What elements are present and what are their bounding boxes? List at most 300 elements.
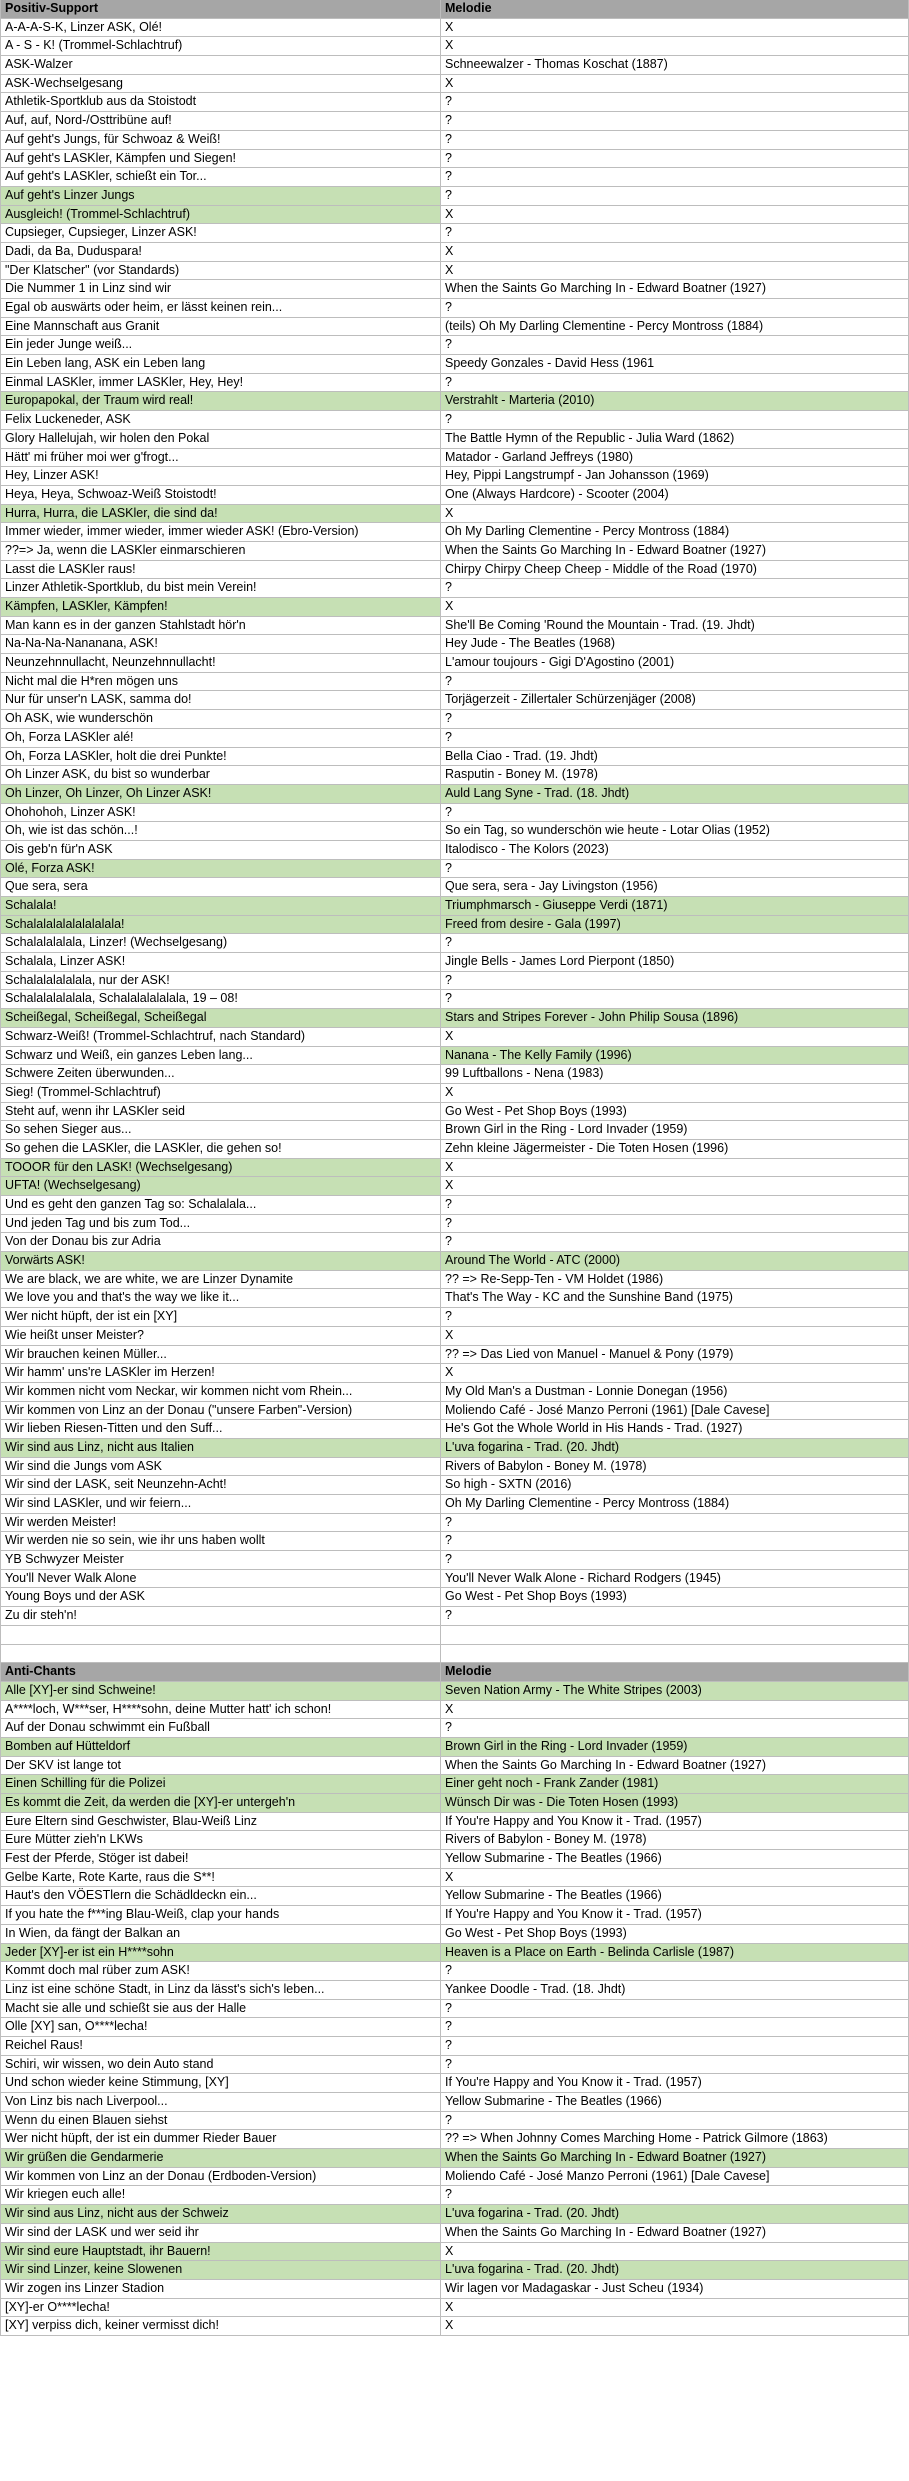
melody-cell: Heaven is a Place on Earth - Belinda Carlisle (1987)	[441, 1944, 909, 1962]
table-row	[0, 1252, 909, 1271]
melody-cell: Bella Ciao - Trad. (19. Jhdt)	[441, 748, 909, 766]
melody-cell: Go West - Pet Shop Boys (1993)	[441, 1925, 909, 1943]
table-row	[0, 243, 909, 262]
chant-cell: A****loch, W***ser, H****sohn, deine Mutter hatt' ich schon!	[0, 1701, 441, 1719]
melody-cell: Oh My Darling Clementine - Percy Montross (1884)	[441, 523, 909, 541]
table-row	[0, 1794, 909, 1813]
table-row	[0, 1850, 909, 1869]
melody-cell: Nanana - The Kelly Family (1996)	[441, 1047, 909, 1065]
chant-cell: A-A-A-S-K, Linzer ASK, Olé!	[0, 19, 441, 37]
table-row	[0, 2093, 909, 2112]
melody-cell: X	[441, 1327, 909, 1345]
melody-cell: L'uva fogarina - Trad. (20. Jhdt)	[441, 1439, 909, 1457]
melody-cell: ?	[441, 1308, 909, 1326]
table-row	[0, 19, 909, 38]
table-row	[0, 766, 909, 785]
table-row	[0, 1831, 909, 1850]
melody-cell: Torjägerzeit - Zillertaler Schürzenjäger (2008)	[441, 691, 909, 709]
chant-cell: We are black, we are white, we are Linzer Dynamite	[0, 1271, 441, 1289]
melody-cell: Around The World - ATC (2000)	[441, 1252, 909, 1270]
table-row	[0, 2224, 909, 2243]
chant-cell: Young Boys und der ASK	[0, 1588, 441, 1606]
chant-cell: Alle [XY]-er sind Schweine!	[0, 1682, 441, 1700]
chant-cell: Der SKV ist lange tot	[0, 1757, 441, 1775]
melody-cell: One (Always Hardcore) - Scooter (2004)	[441, 486, 909, 504]
melody-cell: ?	[441, 224, 909, 242]
melody-cell: Auld Lang Syne - Trad. (18. Jhdt)	[441, 785, 909, 803]
chant-cell: Egal ob auswärts oder heim, er lässt keinen rein...	[0, 299, 441, 317]
chant-cell: Europapokal, der Traum wird real!	[0, 392, 441, 410]
table-row	[0, 2018, 909, 2037]
melody-cell: ?	[441, 2112, 909, 2130]
table-row	[0, 1813, 909, 1832]
column-header-chant: Positiv-Support	[0, 0, 441, 18]
chant-cell: Olle [XY] san, O****lecha!	[0, 2018, 441, 2036]
table-row	[0, 1121, 909, 1140]
table-row	[0, 1682, 909, 1701]
table-row	[0, 449, 909, 468]
blank-cell	[0, 1645, 441, 1663]
chant-cell: Auf geht's Jungs, für Schwoaz & Weiß!	[0, 131, 441, 149]
table-row	[0, 37, 909, 56]
melody-cell: Chirpy Chirpy Cheep Cheep - Middle of the Road (1970)	[441, 561, 909, 579]
melody-cell: The Battle Hymn of the Republic - Julia Ward (1862)	[441, 430, 909, 448]
chant-cell: Auf der Donau schwimmt ein Fußball	[0, 1719, 441, 1737]
chant-cell: Ois geb'n für'n ASK	[0, 841, 441, 859]
melody-cell: Einer geht noch - Frank Zander (1981)	[441, 1775, 909, 1793]
melody-cell: X	[441, 206, 909, 224]
melody-cell: X	[441, 1701, 909, 1719]
table-row	[0, 168, 909, 187]
table-row	[0, 523, 909, 542]
chant-cell: Scheißegal, Scheißegal, Scheißegal	[0, 1009, 441, 1027]
chant-cell: Linz ist eine schöne Stadt, in Linz da lässt's sich's leben...	[0, 1981, 441, 1999]
melody-cell: Yellow Submarine - The Beatles (1966)	[441, 2093, 909, 2111]
blank-cell	[441, 1645, 909, 1663]
chant-cell: Wir lieben Riesen-Titten und den Suff...	[0, 1420, 441, 1438]
melody-cell: X	[441, 598, 909, 616]
chant-cell: Wir sind Linzer, keine Slowenen	[0, 2261, 441, 2279]
table-row	[0, 860, 909, 879]
chant-cell: Neunzehnnullacht, Neunzehnnullacht!	[0, 654, 441, 672]
table-row	[0, 1364, 909, 1383]
melody-cell: So high - SXTN (2016)	[441, 1476, 909, 1494]
chant-cell: Auf geht's LASKler, Kämpfen und Siegen!	[0, 150, 441, 168]
chant-cell: Schalala!	[0, 897, 441, 915]
melody-cell: X	[441, 2299, 909, 2317]
chant-cell: Heya, Heya, Schwoaz-Weiß Stoistodt!	[0, 486, 441, 504]
chant-cell: Eine Mannschaft aus Granit	[0, 318, 441, 336]
table-row	[0, 1738, 909, 1757]
melody-cell: Go West - Pet Shop Boys (1993)	[441, 1588, 909, 1606]
table-row	[0, 1551, 909, 1570]
table-row	[0, 1140, 909, 1159]
chant-cell: Wir sind aus Linz, nicht aus Italien	[0, 1439, 441, 1457]
melody-cell: Rasputin - Boney M. (1978)	[441, 766, 909, 784]
chant-cell: Oh, wie ist das schön...!	[0, 822, 441, 840]
table-row	[0, 579, 909, 598]
blank-cell	[0, 1626, 441, 1644]
table-row	[0, 2130, 909, 2149]
melody-cell: Jingle Bells - James Lord Pierpont (1850)	[441, 953, 909, 971]
melody-cell: My Old Man's a Dustman - Lonnie Donegan (1956)	[441, 1383, 909, 1401]
table-row	[0, 2261, 909, 2280]
table-row	[0, 1084, 909, 1103]
chant-cell: So sehen Sieger aus...	[0, 1121, 441, 1139]
melody-cell: If You're Happy and You Know it - Trad. (1957)	[441, 2074, 909, 2092]
table-row	[0, 2056, 909, 2075]
table-row	[0, 2280, 909, 2299]
table-row	[0, 1607, 909, 1626]
chant-cell: If you hate the f***ing Blau-Weiß, clap your hands	[0, 1906, 441, 1924]
melody-cell: ?	[441, 1607, 909, 1625]
melody-cell: He's Got the Whole World in His Hands - Trad. (1927)	[441, 1420, 909, 1438]
melody-cell: You'll Never Walk Alone - Richard Rodgers (1945)	[441, 1570, 909, 1588]
table-row	[0, 1981, 909, 2000]
table-row	[0, 1009, 909, 1028]
table-row	[0, 486, 909, 505]
melody-cell: ?	[441, 1215, 909, 1233]
chant-cell: ASK-Walzer	[0, 56, 441, 74]
melody-cell: ?	[441, 934, 909, 952]
chant-cell: UFTA! (Wechselgesang)	[0, 1177, 441, 1195]
table-row	[0, 654, 909, 673]
chant-cell: Wir sind der LASK und wer seid ihr	[0, 2224, 441, 2242]
table-row	[0, 1103, 909, 1122]
chant-cell: Und jeden Tag und bis zum Tod...	[0, 1215, 441, 1233]
melody-cell: Triumphmarsch - Giuseppe Verdi (1871)	[441, 897, 909, 915]
melody-cell: X	[441, 1159, 909, 1177]
chant-cell: Dadi, da Ba, Duduspara!	[0, 243, 441, 261]
table-row	[0, 2000, 909, 2019]
melody-cell: Matador - Garland Jeffreys (1980)	[441, 449, 909, 467]
chant-cell: Athletik-Sportklub aus da Stoistodt	[0, 93, 441, 111]
melody-cell: X	[441, 2243, 909, 2261]
table-row	[0, 2112, 909, 2131]
table-row	[0, 1906, 909, 1925]
melody-cell: X	[441, 1364, 909, 1382]
chant-cell: Wir kriegen euch alle!	[0, 2186, 441, 2204]
chant-cell: Wir kommen nicht vom Neckar, wir kommen nicht vom Rhein...	[0, 1383, 441, 1401]
table-row	[0, 1196, 909, 1215]
melody-cell: X	[441, 1869, 909, 1887]
table-row	[0, 635, 909, 654]
chant-cell: Auf geht's Linzer Jungs	[0, 187, 441, 205]
table-row	[0, 1570, 909, 1589]
melody-cell: ?	[441, 990, 909, 1008]
chant-cell: Wir zogen ins Linzer Stadion	[0, 2280, 441, 2298]
chant-cell: Wenn du einen Blauen siehst	[0, 2112, 441, 2130]
chant-cell: Es kommt die Zeit, da werden die [XY]-er untergeh'n	[0, 1794, 441, 1812]
melody-cell: ?	[441, 2037, 909, 2055]
chant-cell: Hey, Linzer ASK!	[0, 467, 441, 485]
melody-cell: Schneewalzer - Thomas Koschat (1887)	[441, 56, 909, 74]
table-row	[0, 355, 909, 374]
melody-cell: ?	[441, 729, 909, 747]
chant-cell: Vorwärts ASK!	[0, 1252, 441, 1270]
table-row	[0, 1869, 909, 1888]
melody-cell: Freed from desire - Gala (1997)	[441, 916, 909, 934]
melody-cell: Zehn kleine Jägermeister - Die Toten Hosen (1996)	[441, 1140, 909, 1158]
table-row	[0, 1514, 909, 1533]
column-header-chant: Anti-Chants	[0, 1663, 441, 1681]
melody-cell: ?	[441, 411, 909, 429]
chant-cell: Ohohohoh, Linzer ASK!	[0, 804, 441, 822]
melody-cell: L'uva fogarina - Trad. (20. Jhdt)	[441, 2261, 909, 2279]
melody-cell: ?	[441, 299, 909, 317]
chant-cell: Ein jeder Junge weiß...	[0, 336, 441, 354]
table-row	[0, 542, 909, 561]
chant-cell: Auf geht's LASKler, schießt ein Tor...	[0, 168, 441, 186]
table-row	[0, 1962, 909, 1981]
table-row	[0, 1719, 909, 1738]
chant-cell: ??=> Ja, wenn die LASKler einmarschieren	[0, 542, 441, 560]
chant-cell: Wir sind der LASK, seit Neunzehn-Acht!	[0, 1476, 441, 1494]
table-row	[0, 1458, 909, 1477]
chant-cell: Oh Linzer, Oh Linzer, Oh Linzer ASK!	[0, 785, 441, 803]
melody-cell: ?	[441, 336, 909, 354]
table-row	[0, 392, 909, 411]
chant-cell: Schwarz-Weiß! (Trommel-Schlachtruf, nach Standard)	[0, 1028, 441, 1046]
column-header-melody: Melodie	[441, 1663, 909, 1681]
table-row	[0, 841, 909, 860]
chant-cell: Und es geht den ganzen Tag so: Schalalala...	[0, 1196, 441, 1214]
chant-cell: We love you and that's the way we like it...	[0, 1289, 441, 1307]
table-row	[0, 1215, 909, 1234]
table-row	[0, 2037, 909, 2056]
melody-cell: X	[441, 75, 909, 93]
melody-cell: ?	[441, 1233, 909, 1251]
table-row	[0, 467, 909, 486]
table-row	[0, 1346, 909, 1365]
table-row	[0, 897, 909, 916]
melody-cell: ?	[441, 2018, 909, 2036]
chant-cell: Nur für unser'n LASK, samma do!	[0, 691, 441, 709]
chant-cell: Von Linz bis nach Liverpool...	[0, 2093, 441, 2111]
chant-cell: Wir werden Meister!	[0, 1514, 441, 1532]
table-row	[0, 112, 909, 131]
melody-cell: That's The Way - KC and the Sunshine Band (1975)	[441, 1289, 909, 1307]
table-row	[0, 430, 909, 449]
melody-cell: ?	[441, 1532, 909, 1550]
melody-cell: ?	[441, 710, 909, 728]
melody-cell: L'uva fogarina - Trad. (20. Jhdt)	[441, 2205, 909, 2223]
chant-cell: Wir sind eure Hauptstadt, ihr Bauern!	[0, 2243, 441, 2261]
chant-cell: Hätt' mi früher moi wer g'frogt...	[0, 449, 441, 467]
chant-cell: Oh Linzer ASK, du bist so wunderbar	[0, 766, 441, 784]
table-row	[0, 673, 909, 692]
chant-cell: Kommt doch mal rüber zum ASK!	[0, 1962, 441, 1980]
melody-cell: Go West - Pet Shop Boys (1993)	[441, 1103, 909, 1121]
chant-cell: Wir sind aus Linz, nicht aus der Schweiz	[0, 2205, 441, 2223]
chant-cell: Schiri, wir wissen, wo dein Auto stand	[0, 2056, 441, 2074]
chant-cell: Und schon wieder keine Stimmung, [XY]	[0, 2074, 441, 2092]
melody-cell: ?	[441, 168, 909, 186]
chant-cell: Zu dir steh'n!	[0, 1607, 441, 1625]
melody-cell: ?	[441, 804, 909, 822]
table-row	[0, 1383, 909, 1402]
melody-cell: ?	[441, 112, 909, 130]
table-row	[0, 1289, 909, 1308]
chant-cell: Schalalalalalalalalala!	[0, 916, 441, 934]
chant-cell: Wer nicht hüpft, der ist ein [XY]	[0, 1308, 441, 1326]
chant-cell: TOOOR für den LASK! (Wechselgesang)	[0, 1159, 441, 1177]
chant-cell: Wir werden nie so sein, wie ihr uns haben wollt	[0, 1532, 441, 1550]
table-row	[0, 262, 909, 281]
chant-cell: A - S - K! (Trommel-Schlachtruf)	[0, 37, 441, 55]
table-row	[0, 318, 909, 337]
table-row	[0, 1887, 909, 1906]
melody-cell: When the Saints Go Marching In - Edward Boatner (1927)	[441, 2224, 909, 2242]
chant-cell: Wir hamm' uns're LASKler im Herzen!	[0, 1364, 441, 1382]
blank-row	[0, 1626, 909, 1645]
table-row	[0, 1159, 909, 1178]
melody-cell: X	[441, 2317, 909, 2335]
chant-cell: Immer wieder, immer wieder, immer wieder ASK! (Ebro-Version)	[0, 523, 441, 541]
table-row	[0, 1271, 909, 1290]
melody-cell: ?	[441, 579, 909, 597]
melody-cell: Speedy Gonzales - David Hess (1961	[441, 355, 909, 373]
chant-cell: ASK-Wechselgesang	[0, 75, 441, 93]
chant-cell: So gehen die LASKler, die LASKler, die gehen so!	[0, 1140, 441, 1158]
chant-cell: Schalalalalalala, nur der ASK!	[0, 972, 441, 990]
table-row	[0, 972, 909, 991]
table-row	[0, 1775, 909, 1794]
table-row	[0, 1757, 909, 1776]
chant-cell: Felix Luckeneder, ASK	[0, 411, 441, 429]
melody-cell: ?	[441, 860, 909, 878]
melody-cell: X	[441, 1177, 909, 1195]
chant-cell: [XY]-er O****lecha!	[0, 2299, 441, 2317]
melody-cell: X	[441, 1028, 909, 1046]
melody-cell: If You're Happy and You Know it - Trad. (1957)	[441, 1813, 909, 1831]
table-row	[0, 710, 909, 729]
table-row	[0, 1925, 909, 1944]
table-row	[0, 691, 909, 710]
melody-cell: Verstrahlt - Marteria (2010)	[441, 392, 909, 410]
chant-cell: Wir grüßen die Gendarmerie	[0, 2149, 441, 2167]
table-row	[0, 1402, 909, 1421]
table-row	[0, 2205, 909, 2224]
table-row	[0, 1476, 909, 1495]
chant-cell: Hurra, Hurra, die LASKler, die sind da!	[0, 505, 441, 523]
chant-cell: Wir kommen von Linz an der Donau (Erdboden-Version)	[0, 2168, 441, 2186]
melody-cell: So ein Tag, so wunderschön wie heute - Lotar Olias (1952)	[441, 822, 909, 840]
melody-cell: Oh My Darling Clementine - Percy Montross (1884)	[441, 1495, 909, 1513]
chant-cell: Wir kommen von Linz an der Donau ("unsere Farben"-Version)	[0, 1402, 441, 1420]
melody-cell: X	[441, 262, 909, 280]
table-row	[0, 748, 909, 767]
chant-cell: Oh, Forza LASKler alé!	[0, 729, 441, 747]
melody-cell: Yellow Submarine - The Beatles (1966)	[441, 1850, 909, 1868]
chant-cell: Ein Leben lang, ASK ein Leben lang	[0, 355, 441, 373]
melody-cell: ?	[441, 1551, 909, 1569]
melody-cell: Rivers of Babylon - Boney M. (1978)	[441, 1458, 909, 1476]
table-row	[0, 1177, 909, 1196]
table-row	[0, 280, 909, 299]
chant-cell: Schalalalalalala, Schalalalalalala, 19 – 08!	[0, 990, 441, 1008]
melody-cell: She'll Be Coming 'Round the Mountain - Trad. (19. Jhdt)	[441, 617, 909, 635]
melody-cell: Seven Nation Army - The White Stripes (2003)	[441, 1682, 909, 1700]
melody-cell: Yellow Submarine - The Beatles (1966)	[441, 1887, 909, 1905]
chant-cell: Schalalalalala, Linzer! (Wechselgesang)	[0, 934, 441, 952]
chant-cell: Sieg! (Trommel-Schlachtruf)	[0, 1084, 441, 1102]
chant-cell: Gelbe Karte, Rote Karte, raus die S**!	[0, 1869, 441, 1887]
chant-cell: Olé, Forza ASK!	[0, 860, 441, 878]
chant-cell: YB Schwyzer Meister	[0, 1551, 441, 1569]
melody-cell: Moliendo Café - José Manzo Perroni (1961) [Dale Cavese]	[441, 2168, 909, 2186]
chant-cell: Eure Mütter zieh'n LKWs	[0, 1831, 441, 1849]
chant-cell: Jeder [XY]-er ist ein H****sohn	[0, 1944, 441, 1962]
table-row	[0, 804, 909, 823]
chant-cell: [XY] verpiss dich, keiner vermisst dich!	[0, 2317, 441, 2335]
table-row	[0, 1233, 909, 1252]
table-row	[0, 150, 909, 169]
melody-cell: X	[441, 243, 909, 261]
melody-cell: When the Saints Go Marching In - Edward Boatner (1927)	[441, 1757, 909, 1775]
table-row	[0, 1327, 909, 1346]
melody-cell: ?? => Re-Sepp-Ten - VM Holdet (1986)	[441, 1271, 909, 1289]
chant-cell: Glory Hallelujah, wir holen den Pokal	[0, 430, 441, 448]
melody-cell: (teils) Oh My Darling Clementine - Percy Montross (1884)	[441, 318, 909, 336]
melody-cell: L'amour toujours - Gigi D'Agostino (2001)	[441, 654, 909, 672]
table-row	[0, 1701, 909, 1720]
table-row	[0, 1944, 909, 1963]
table-row	[0, 2243, 909, 2262]
chant-cell: Wir brauchen keinen Müller...	[0, 1346, 441, 1364]
melody-cell: Moliendo Café - José Manzo Perroni (1961) [Dale Cavese]	[441, 1402, 909, 1420]
chant-cell: In Wien, da fängt der Balkan an	[0, 1925, 441, 1943]
melody-cell: Hey Jude - The Beatles (1968)	[441, 635, 909, 653]
chant-cell: Von der Donau bis zur Adria	[0, 1233, 441, 1251]
melody-cell: When the Saints Go Marching In - Edward Boatner (1927)	[441, 2149, 909, 2167]
melody-cell: Wir lagen vor Madagaskar - Just Scheu (1934)	[441, 2280, 909, 2298]
melody-cell: Hey, Pippi Langstrumpf - Jan Johansson (1969)	[441, 467, 909, 485]
table-row	[0, 2149, 909, 2168]
table-row	[0, 1065, 909, 1084]
chant-cell: Fest der Pferde, Stöger ist dabei!	[0, 1850, 441, 1868]
chant-cell: Kämpfen, LASKler, Kämpfen!	[0, 598, 441, 616]
table-row	[0, 93, 909, 112]
table-row	[0, 131, 909, 150]
table-row	[0, 617, 909, 636]
melody-cell: Que sera, sera - Jay Livingston (1956)	[441, 878, 909, 896]
chant-cell: Steht auf, wenn ihr LASKler seid	[0, 1103, 441, 1121]
table-row	[0, 1588, 909, 1607]
table-row	[0, 224, 909, 243]
table-row	[0, 2168, 909, 2187]
chant-cell: Macht sie alle und schießt sie aus der Halle	[0, 2000, 441, 2018]
table-row	[0, 206, 909, 225]
chant-cell: Ausgleich! (Trommel-Schlachtruf)	[0, 206, 441, 224]
table-row	[0, 336, 909, 355]
chant-cell: Schwarz und Weiß, ein ganzes Leben lang...	[0, 1047, 441, 1065]
chant-cell: Einmal LASKler, immer LASKler, Hey, Hey!	[0, 374, 441, 392]
chant-cell: Lasst die LASKler raus!	[0, 561, 441, 579]
melody-cell: ?	[441, 972, 909, 990]
melody-cell: Brown Girl in the Ring - Lord Invader (1959)	[441, 1738, 909, 1756]
melody-cell: ?	[441, 2056, 909, 2074]
table-row	[0, 411, 909, 430]
melody-cell: X	[441, 505, 909, 523]
table-row	[0, 934, 909, 953]
chant-cell: Nicht mal die H*ren mögen uns	[0, 673, 441, 691]
chant-cell: Die Nummer 1 in Linz sind wir	[0, 280, 441, 298]
table-row	[0, 2186, 909, 2205]
table-row	[0, 1047, 909, 1066]
chant-cell: Cupsieger, Cupsieger, Linzer ASK!	[0, 224, 441, 242]
melody-cell: Yankee Doodle - Trad. (18. Jhdt)	[441, 1981, 909, 1999]
